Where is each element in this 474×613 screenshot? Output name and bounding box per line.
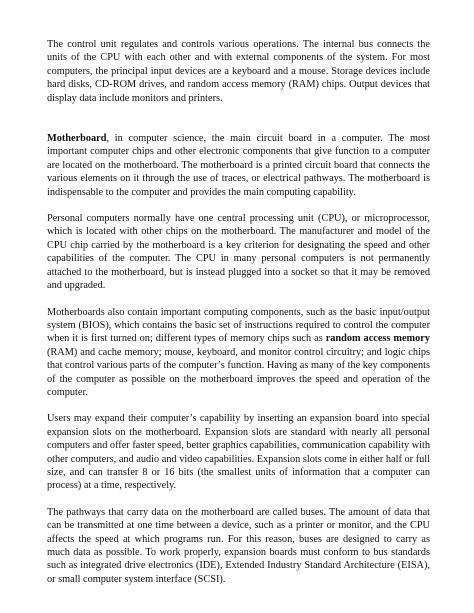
paragraph-control-unit: The control unit regulates and controls various operations. The internal bus connects the units of the CPU with each other and with external components of the system. For most computers, the principal input devices are a keyboard and a mouse. Storage devices include hard disks, CD-ROM drives, and random access memory (RAM) chips. Output devices that display data include monitors and printers. (47, 39, 430, 104)
paragraph-motherboard-definition (47, 132, 430, 199)
paragraph-motherboard-text: , in computer science, the main circuit board in a computer. The most important computer chips and other electronic components that give function to a computer are located on the motherboard. The motherboard is a printed circuit board that connects the various elements on it through the use of traces, or electrical pathways. The motherboard is indispensable to the computer and provides the main computing capability. (47, 133, 430, 198)
paragraph-buses: The pathways that carry data on the motherboard are called buses. The amount of data that can be transmitted at one time between a device, such as a printer or monitor, and the CPU affects the speed at which programs run. For this reason, buses are designed to carry as much data as possible. To work properly, expansion boards must conform to bus standards such as integrated drive electronics (IDE), Extended Industry Standard Architecture (EISA), or small computer system interface (SCSI). (47, 506, 430, 585)
paragraph-cpu: Personal computers normally have one central processing unit (CPU), or microprocessor, which is located with other chips on the motherboard. The manufacturer and model of the CPU chip carried by the motherboard is a key criterion for designating the speed and other capabilities of the computer. The CPU in many personal computers is not permanently attached to the motherboard, but is instead plugged into a socket so that it may be removed and upgraded. (47, 213, 430, 292)
paragraph-components-start: Motherboards also contain important computing components, such as the basic input/output system (BIOS), which contains the basic set of instructions required to control the computer when it is first turned on; different types of memory chips such as (47, 306, 430, 345)
paragraph-components (47, 306, 430, 400)
term-motherboard: Motherboard (47, 133, 107, 145)
paragraph-components-end: (RAM) and cache memory; mouse, keyboard, and monitor control circuitry; and logic chips that control various parts of the computer’s function. Having as many of the key components of the computer as possible on the motherboard improves the speed and operation of the computer. (47, 346, 430, 398)
term-random-access-memory: random access memory (325, 333, 430, 345)
paragraph-expansion: Users may expand their computer’s capability by inserting an expansion board into special expansion slots on the motherboard. Expansion slots are standard with nearly all personal computers and offer faster speed, better graphics capabilities, communication capability with other computers, and audio and video capabilities. Expansion slots come in either half or full size, and can transfer 8 or 16 bits (the smallest units of information that a computer can process) at a time, respectively. (47, 413, 430, 492)
